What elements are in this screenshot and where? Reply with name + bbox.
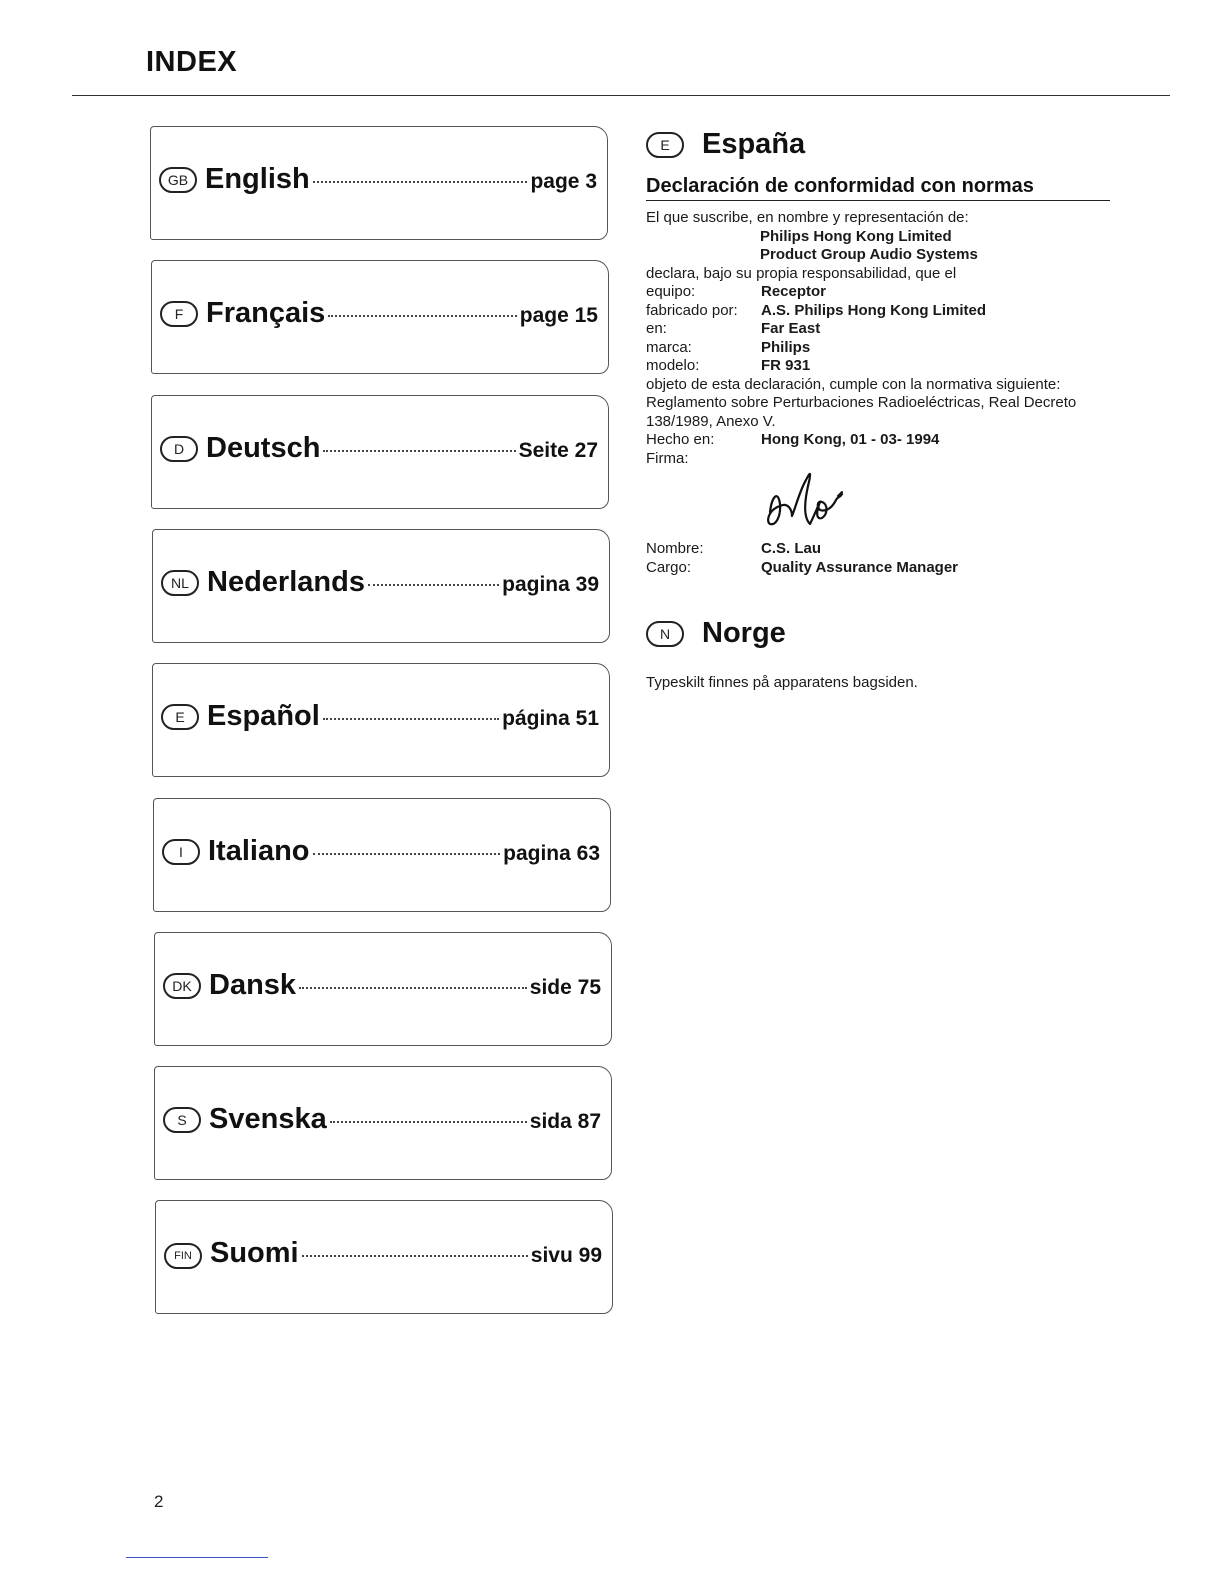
page-reference: pagina 63 [503,842,600,865]
nl-badge-icon: NL [161,570,199,596]
right-column [646,128,1110,691]
n-badge-icon: N [646,621,684,647]
language-name: Suomi [210,1237,299,1269]
field-label: en: [646,320,667,337]
index-box-espanol[interactable] [152,663,610,777]
fin-badge-icon: FIN [164,1243,202,1269]
language-name: Dansk [209,969,297,1001]
language-name: Français [206,297,326,329]
field-hecho [646,431,1110,450]
field-value: Receptor [761,283,827,300]
leader-dots [302,1255,528,1257]
firma-label: Firma: [646,449,689,467]
d-badge-icon: D [160,436,198,462]
field-label: fabricado por: [646,301,738,319]
leader-dots [368,584,499,586]
language-name: English [205,163,310,195]
bottom-underline [126,1557,268,1558]
language-name: Nederlands [207,566,365,598]
field-value: FR 931 [761,357,811,374]
page-reference: sivu 99 [530,1244,602,1267]
signature-area [646,468,1110,540]
gb-badge-icon: GB [159,167,197,193]
leader-dots [330,1121,527,1123]
page-reference: pagina 39 [502,573,599,596]
e-badge-icon: E [161,704,199,730]
field-modelo [646,357,1110,376]
norge-title: Norge [702,617,786,649]
field-label: Hecho en: [646,431,715,448]
page-reference: page 15 [519,304,598,327]
field-value: Quality Assurance Manager [761,558,959,576]
index-box-suomi[interactable] [155,1200,613,1314]
index-box-dansk[interactable] [154,932,612,1046]
field-equipo [646,283,1110,302]
language-name: Svenska [209,1103,327,1135]
index-box-deutsch[interactable] [151,395,609,509]
field-value: Far East [761,320,821,337]
field-en [646,320,1110,339]
field-value: A.S. Philips Hong Kong Limited [761,301,986,319]
page-reference: sida 87 [529,1110,601,1133]
norge-heading [646,617,1110,650]
field-value: C.S. Lau [761,540,822,557]
language-name: Italiano [208,835,310,867]
page-reference: side 75 [529,976,601,999]
reglamento-text: Reglamento sobre Perturbaciones Radioeléctricas, Real Decreto 138/1989, Anexo V. [646,394,1077,430]
page-reference: page 3 [530,170,597,193]
leader-dots [299,987,527,989]
page-reference: página 51 [502,707,599,730]
signature-image [758,460,898,544]
index-box-nederlands[interactable] [152,529,610,643]
i-badge-icon: I [162,839,200,865]
leader-dots [323,450,515,452]
company-line-2: Product Group Audio Systems [760,246,978,263]
field-label: modelo: [646,357,700,374]
espana-title: España [702,128,806,160]
declaration-title: Declaración de conformidad con normas [646,175,1110,201]
field-value: Hong Kong, 01 - 03- 1994 [761,431,940,448]
objeto-text: objeto de esta declaración, cumple con la normativa siguiente: [646,375,1061,393]
index-box-svenska[interactable] [154,1066,612,1180]
leader-dots [313,181,528,183]
field-marca [646,339,1110,358]
field-label: equipo: [646,283,696,300]
header-rule [72,95,1170,96]
leader-dots [323,718,499,720]
company-line-1: Philips Hong Kong Limited [760,227,952,245]
index-box-italiano[interactable] [153,798,611,912]
f-badge-icon: F [160,301,198,327]
leader-dots [313,853,501,855]
language-name: Deutsch [206,432,321,464]
declaration-body [646,209,1110,577]
field-label: Cargo: [646,558,692,576]
intro-text: El que suscribe, en nombre y representación de: [646,209,969,226]
field-cargo [646,559,1110,578]
field-fabricado [646,302,1110,321]
index-box-francais[interactable] [151,260,609,374]
e-badge-icon: E [646,132,684,158]
norge-text: Typeskilt finnes på apparatens bagsiden. [646,674,918,691]
index-box-english[interactable] [150,126,608,240]
leader-dots [328,315,516,317]
language-name: Español [207,700,320,732]
field-value: Philips [761,338,811,356]
field-label: Nombre: [646,540,704,557]
field-label: marca: [646,338,692,356]
declares-text: declara, bajo su propia responsabilidad, que el [646,264,957,282]
page-reference: Seite 27 [518,439,598,462]
page-title: INDEX [146,46,238,78]
s-badge-icon: S [163,1107,201,1133]
page-number: 2 [154,1492,164,1511]
dk-badge-icon: DK [163,973,201,999]
espana-heading [646,128,1110,161]
